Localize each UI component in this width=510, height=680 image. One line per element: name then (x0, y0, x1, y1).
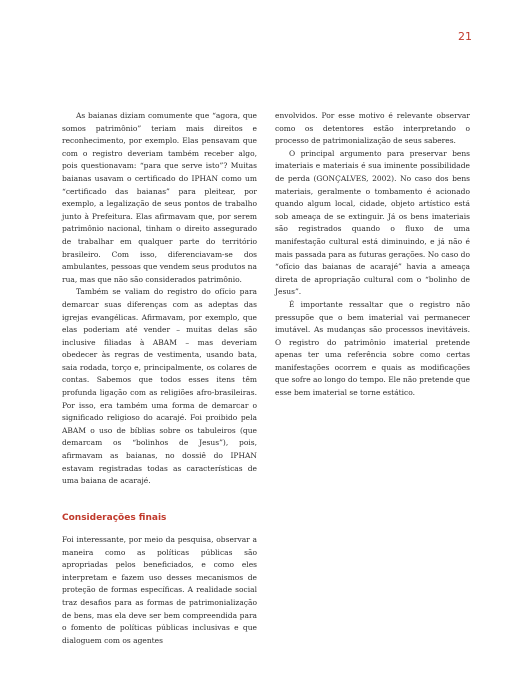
paragraph: As baianas diziam comumente que “agora, que somos patrimônio” teriam mais direitos e reconhecimento, por exemplo. Elas pensavam que com o registro deveriam também receber algo, pois questionavam: “para que serve isto”? Muitas baianas usavam o certificado do IPHAN como um “certificado das baianas” para pleitear, por exemplo, a legalização de seus pontos de trabalho junto à Prefeitura. Elas afirmavam que, por serem patrimônio nacional, tinham o direito assegurado de trabalhar em qualquer parte do território brasileiro. Com isso, diferenciavam-se dos ambulantes, pessoas que vendem seus produtos na rua, mas que não são considerados patrimônio. (62, 111, 257, 284)
paragraph: É importante ressaltar que o registro não pressupõe que o bem imaterial vai permanecer imutável. As mudanças são processos inevitáveis. O registro do patrimônio imaterial pretende apenas ter uma referência sobre como certas manifestações ocorrem e quais as modificações que sofre ao longo do tempo. Ele não pretende que esse bem imaterial se torne estático. (275, 299, 470, 398)
page-number: 21 (458, 30, 472, 43)
paragraph: Também se valiam do registro do ofício para demarcar suas diferenças com as adeptas das igrejas evangélicas. Afirmavam, por exemplo, que elas poderiam até vender – muitas delas são inclusive filiadas à ABAM – mas deveriam obedecer às regras de vestimenta, usando bata, saia rodada, torço e, principalmente, os colares de contas. Sabemos que todos esses itens têm profunda ligação com as religiões afro-brasileiras. Por isso, era também uma forma de demarcar o significado religioso do acarajé. Foi proibido pela ABAM o uso de bíblias sobre os tabuleiros (que demarcam os “bolinhos de Jesus”), pois, afirmavam as baianas, no dossiê do IPHAN estavam registradas todas as características de uma baiana de acarajé. (62, 287, 257, 486)
conclusion-column (62, 534, 257, 647)
left-column (62, 110, 257, 488)
paragraph: O principal argumento para preservar bens imateriais e materiais é sua iminente possibilidade de perda (GONÇALVES, 2002). No caso dos bens materiais, geralmente o tombamento é acionado quando algum local, cidade, objeto artístico está sob ameaça de se extinguir. Já os bens imateriais são registrados quando o fluxo de uma manifestação cultural está diminuindo, e já não é mais passada para as futuras gerações. No caso do “ofício das baianas de acarajé” havia a ameaça direta de apropriação cultural com o “bolinho de Jesus”. (275, 148, 470, 297)
paragraph: Foi interessante, por meio da pesquisa, observar a maneira como as políticas públicas são apropriadas pelos beneficiados, e como eles interpretam e fazem uso desses mecanismos de proteção de formas específicas. A realidade social traz desafios para as formas de patrimonialização de bens, mas ela deve ser bem compreendida para o fomento de políticas públicas inclusivas e que dialoguem com os agentes (62, 535, 257, 645)
paragraph: envolvidos. Por esse motivo é relevante observar como os detentores estão interpretando o processo de patrimonialização de seus saberes. (275, 111, 470, 146)
right-column (275, 110, 470, 400)
section-heading: Considerações finais (62, 513, 167, 523)
